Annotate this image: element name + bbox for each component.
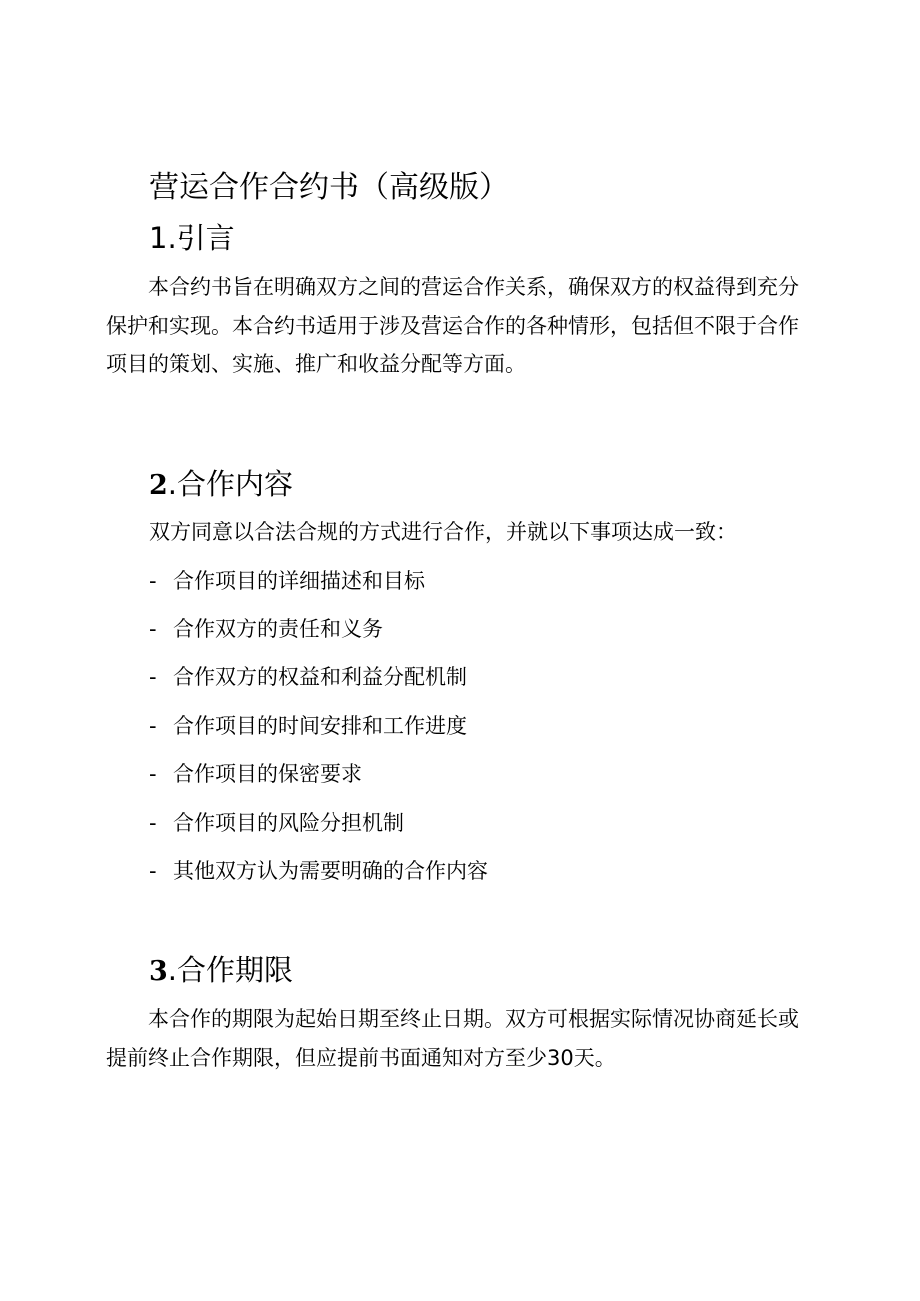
section-2-number: 2 [149,470,168,501]
list-item: - 合作项目的保密要求 [149,759,362,789]
section-3-number: 3 [149,956,168,987]
section-1-heading [149,218,235,258]
section-3-title: .合作期限 [167,953,294,987]
list-item: - 合作项目的详细描述和目标 [149,566,425,596]
section-1-title: 引言 [176,221,235,255]
list-item: - 合作项目的风险分担机制 [149,808,404,838]
section-3-paragraph: 本合作的期限为起始日期至终止日期。双方可根据实际情况协商延长或提前终止合作期限，但应提前书面通知对方至少30天。 [106,1007,799,1070]
bullet-dash: - [149,714,157,738]
section-3-heading [149,950,293,992]
list-item: - 合作双方的权益和利益分配机制 [149,662,467,692]
section-2-intro: 双方同意以合法合规的方式进行合作，并就以下事项达成一致： [149,520,737,544]
list-item: - 合作双方的责任和义务 [149,614,383,644]
bullet-dash: - [149,859,157,883]
bullet-dash: - [149,762,157,786]
list-item: - 其他双方认为需要明确的合作内容 [149,856,488,886]
bullet-dash: - [149,665,157,689]
bullet-dash: - [149,569,157,593]
bullet-dash: - [149,811,157,835]
section-2-heading [149,464,293,506]
section-1-number: 1. [149,221,177,255]
bullet-dash: - [149,617,157,641]
section-1-paragraph: 本合约书旨在明确双方之间的营运合作关系，确保双方的权益得到充分保护和实现。本合约书适用于涉及营运合作的各种情形，包括但不限于合作项目的策划、实施、推广和收益分配等方面。 [106,275,799,376]
document-title: 营运合作合约书（高级版） [149,170,509,205]
list-item: - 合作项目的时间安排和工作进度 [149,711,467,741]
section-2-title: .合作内容 [167,467,294,501]
